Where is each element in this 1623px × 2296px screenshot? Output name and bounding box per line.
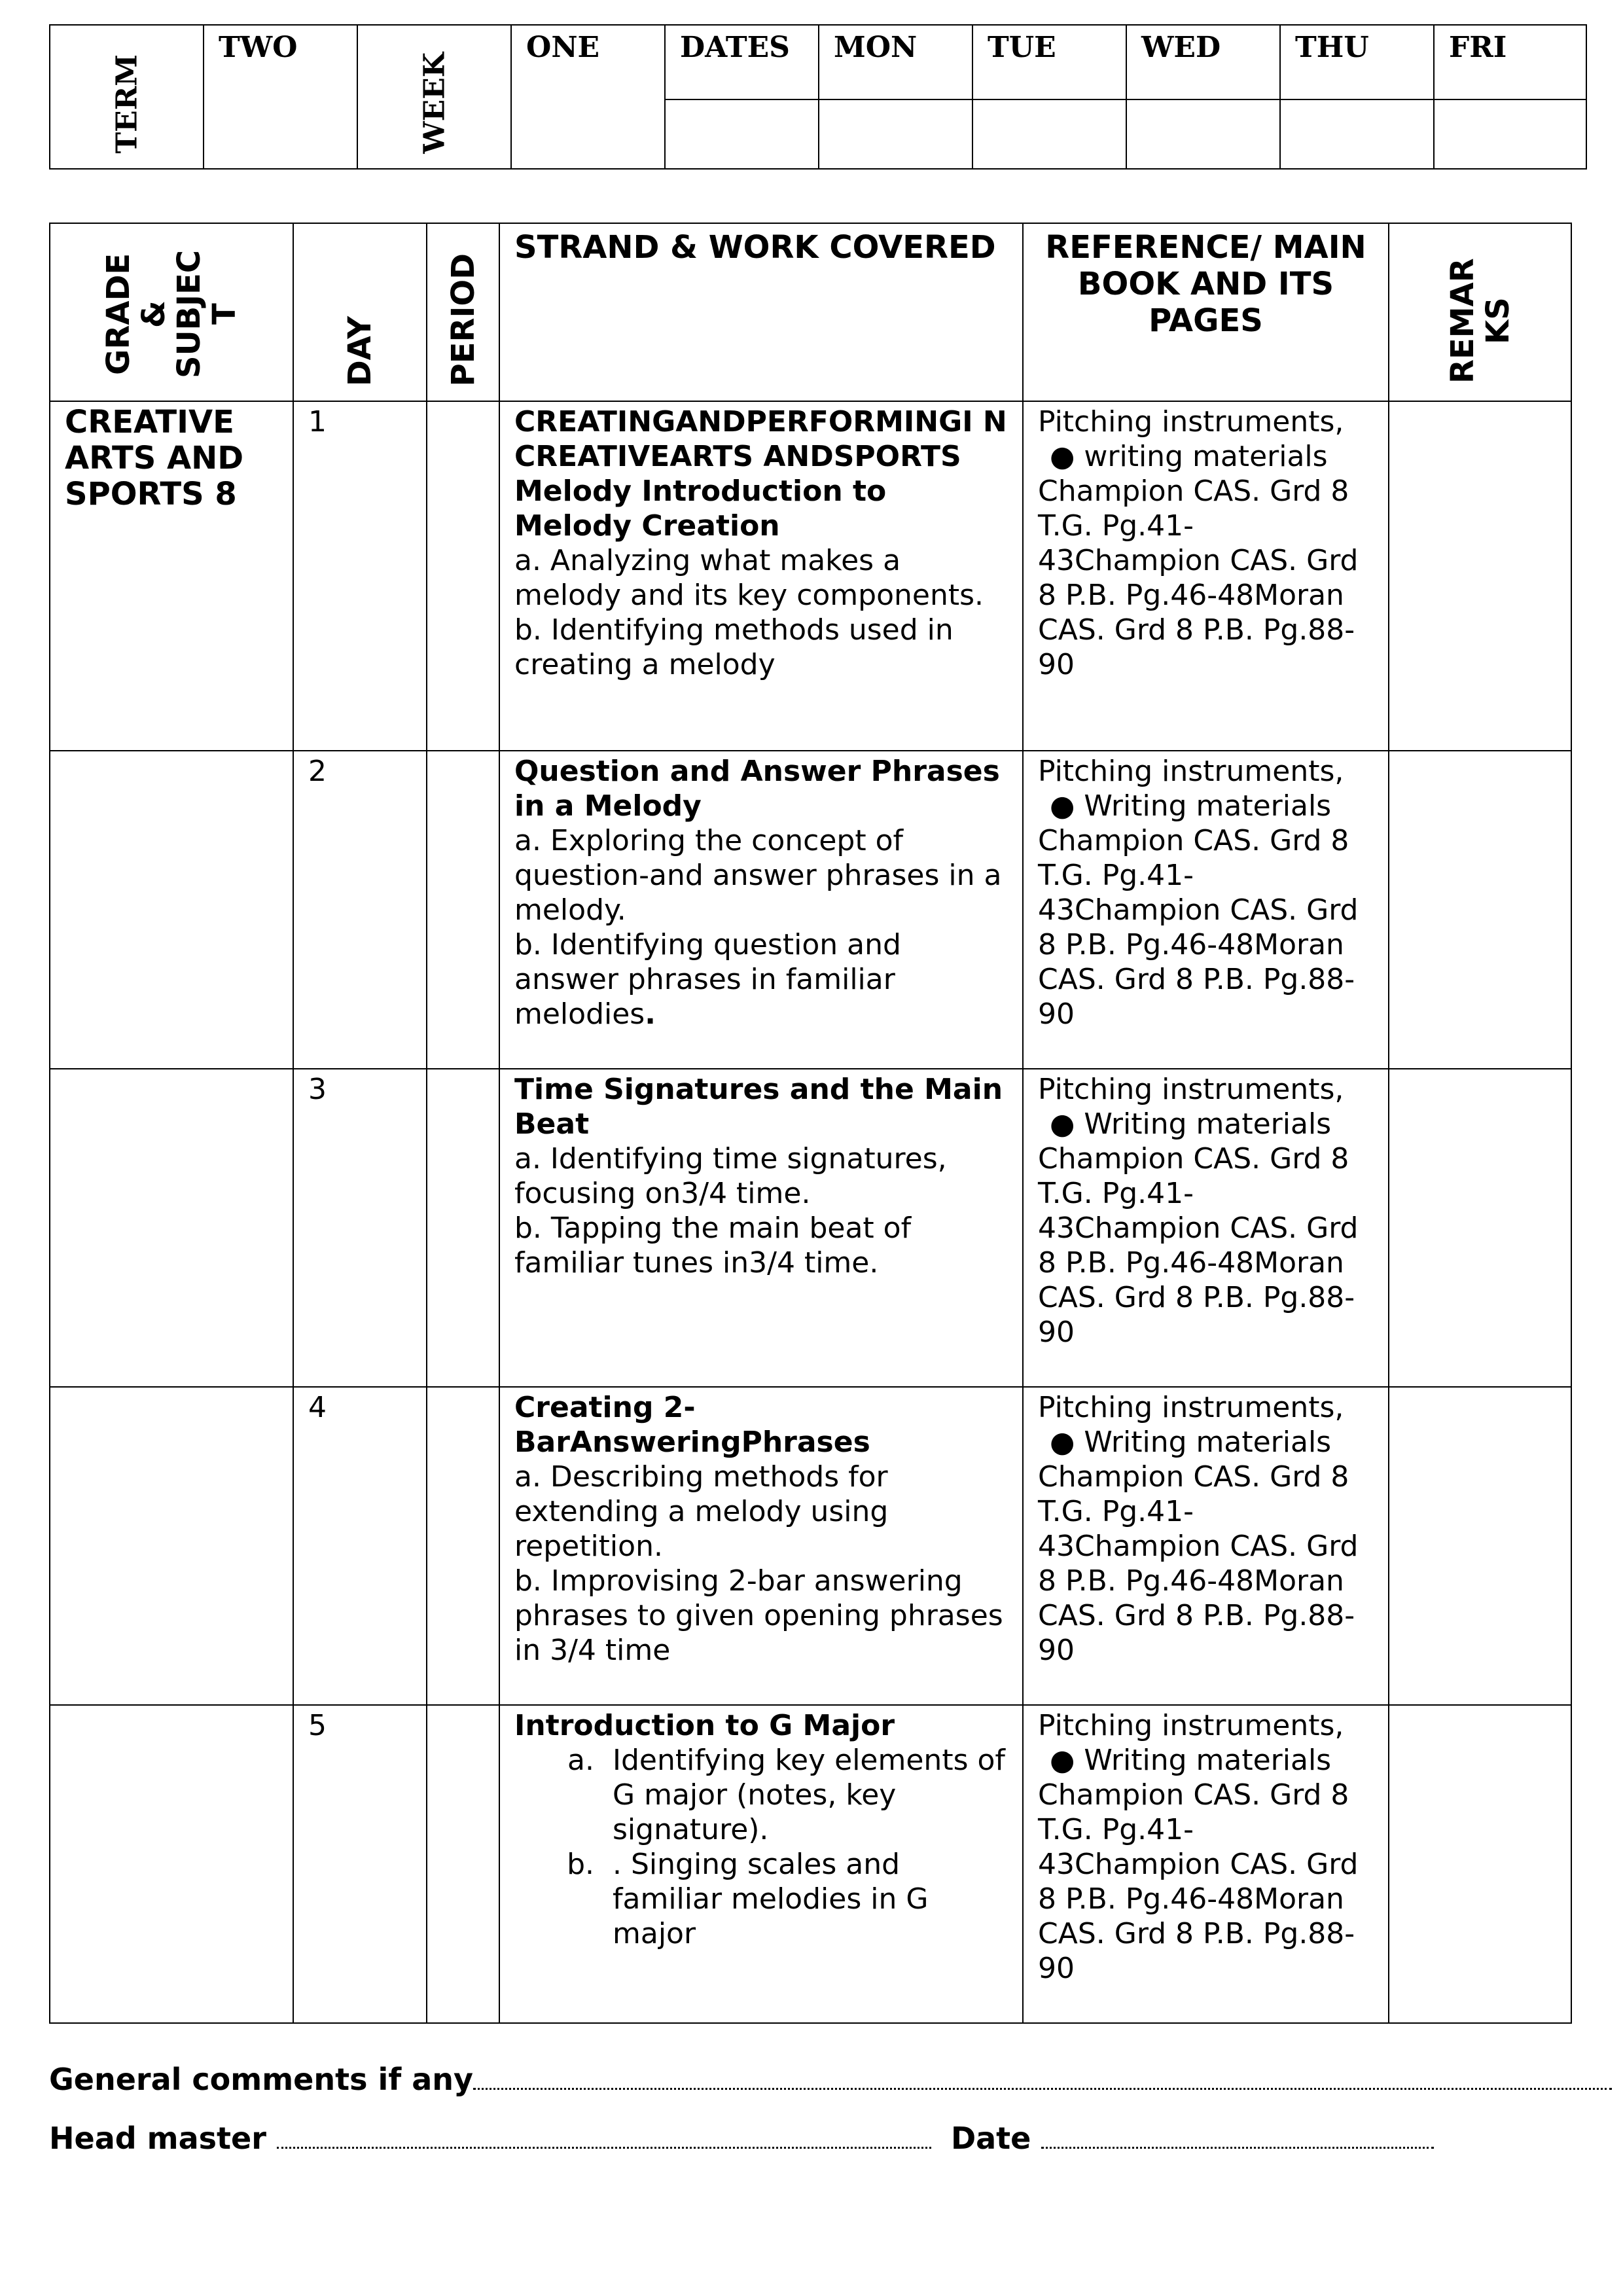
strand-cell (499, 1069, 1023, 1387)
objective-b: b. Identifying question and answer phrases in familiar melodies (514, 928, 901, 1031)
bullet-icon: ● (1050, 1107, 1075, 1141)
table-row (50, 401, 1571, 751)
list-item (514, 1743, 1009, 1847)
dates-label: DATES (665, 25, 819, 99)
objective-a: a. Exploring the concept of question-and answer phrases in a melody. (514, 824, 1002, 927)
remarks-header (1389, 223, 1571, 401)
remarks-cell[interactable] (1389, 1705, 1571, 2023)
thu-date-cell[interactable] (1280, 99, 1434, 169)
reference-materials: Pitching instruments, (1038, 1073, 1344, 1106)
week-value: ONE (511, 25, 665, 169)
strand-cell (499, 1387, 1023, 1705)
table-row (50, 751, 1571, 1069)
mon-date-cell[interactable] (819, 99, 972, 169)
reference-cell (1023, 1069, 1389, 1387)
objectives-list (514, 1743, 1009, 1951)
reference-bullet-text: Writing materials (1084, 1744, 1332, 1777)
period-header (427, 223, 499, 401)
reference-books: Champion CAS. Grd 8 T.G. Pg.41-43Champion CAS. Grd 8 P.B. Pg.46-48Moran CAS. Grd 8 P.B. Pg.88-90 (1038, 1460, 1359, 1667)
subject-name: CREATIVE ARTS AND SPORTS 8 (65, 404, 244, 512)
day-cell: 5 (293, 1705, 427, 2023)
reference-bullet-text: Writing materials (1084, 789, 1332, 823)
general-comments-line (49, 2062, 1612, 2097)
reference-materials: Pitching instruments, (1038, 1709, 1344, 1742)
lesson-title: Creating 2-BarAnsweringPhrases (514, 1391, 870, 1459)
grade-subject-header (50, 223, 293, 401)
fri-date-cell[interactable] (1434, 99, 1586, 169)
objective-a: a. Describing methods for extending a melody using repetition. (514, 1460, 889, 1563)
lesson-plan-table (49, 223, 1572, 2024)
day-cell: 3 (293, 1069, 427, 1387)
period-header-label: PERIOD (444, 253, 482, 386)
reference-bullet-item (1038, 1107, 1375, 1141)
remarks-cell[interactable] (1389, 751, 1571, 1069)
reference-materials: Pitching instruments, (1038, 755, 1344, 788)
strand-header: STRAND & WORK COVERED (499, 223, 1023, 401)
reference-bullet-text: Writing materials (1084, 1426, 1332, 1459)
period-cell[interactable] (427, 1705, 499, 2023)
term-label-cell (50, 25, 204, 169)
table-row (50, 1069, 1571, 1387)
general-comments-label: General comments if any (49, 2062, 474, 2097)
table-row (50, 1705, 1571, 2023)
reference-materials: Pitching instruments, (1038, 405, 1344, 439)
day-cell: 1 (293, 401, 427, 751)
day-wed-label: WED (1126, 25, 1280, 99)
term-label: TERM (110, 54, 143, 154)
objective-a: Identifying key elements of G major (notes, key signature). (613, 1744, 1005, 1846)
objective-b: b. Tapping the main beat of familiar tunes in3/4 time. (514, 1211, 912, 1280)
period-cell[interactable] (427, 751, 499, 1069)
objective-b: b. Improvising 2-bar answering phrases to given opening phrases in 3/4 time (514, 1564, 1003, 1667)
general-comments-field[interactable] (473, 2066, 1612, 2090)
objective-a: a. Identifying time signatures, focusing on3/4 time. (514, 1142, 947, 1210)
strand-cell (499, 1705, 1023, 2023)
reference-bullet-item (1038, 1425, 1375, 1460)
list-item (514, 1847, 1009, 1951)
date-field[interactable] (1041, 2125, 1434, 2149)
tue-date-cell[interactable] (972, 99, 1126, 169)
strand-cell (499, 401, 1023, 751)
signature-line (49, 2121, 1434, 2156)
headmaster-label: Head master (49, 2121, 266, 2156)
day-mon-label: MON (819, 25, 972, 99)
lesson-title: Melody Introduction to Melody Creation (514, 475, 887, 543)
day-tue-label: TUE (972, 25, 1126, 99)
reference-books: Champion CAS. Grd 8 T.G. Pg.41-43Champion CAS. Grd 8 P.B. Pg.46-48Moran CAS. Grd 8 P.B. Pg.88-90 (1038, 824, 1359, 1031)
list-item-label: a. (567, 1744, 594, 1777)
reference-bullet-item (1038, 439, 1375, 474)
lesson-title: Question and Answer Phrases in a Melody (514, 755, 1000, 823)
period-cell[interactable] (427, 1069, 499, 1387)
table-row (50, 1387, 1571, 1705)
remarks-cell[interactable] (1389, 1387, 1571, 1705)
strand-cell (499, 751, 1023, 1069)
term-week-header (49, 24, 1587, 170)
reference-bullet-item (1038, 1743, 1375, 1778)
subject-cell (50, 401, 293, 751)
week-label: WEEK (418, 52, 451, 154)
day-header-label: DAY (342, 315, 378, 386)
reference-cell (1023, 751, 1389, 1069)
table-header-row (50, 223, 1571, 401)
objective-b: . Singing scales and familiar melodies in G major (613, 1848, 929, 1950)
reference-books: Champion CAS. Grd 8 T.G. Pg.41-43Champion CAS. Grd 8 P.B. Pg.46-48Moran CAS. Grd 8 P.B. Pg.88-90 (1038, 475, 1359, 681)
day-fri-label: FRI (1434, 25, 1586, 99)
day-header (293, 223, 427, 401)
remarks-header-label: REMAR KS (1444, 258, 1516, 384)
subject-cell (50, 1387, 293, 1705)
bullet-icon: ● (1050, 1744, 1075, 1777)
subject-cell (50, 1705, 293, 2023)
wed-date-cell[interactable] (1126, 99, 1280, 169)
reference-books: Champion CAS. Grd 8 T.G. Pg.41-43Champion CAS. Grd 8 P.B. Pg.46-48Moran CAS. Grd 8 P.B. Pg.88-90 (1038, 1142, 1359, 1349)
objective-a: a. Analyzing what makes a melody and its key components. (514, 544, 984, 612)
reference-books: Champion CAS. Grd 8 T.G. Pg.41-43Champion CAS. Grd 8 P.B. Pg.46-48Moran CAS. Grd 8 P.B. Pg.88-90 (1038, 1778, 1359, 1985)
week-label-cell (357, 25, 511, 169)
objective-b-line (514, 927, 1009, 1031)
bullet-icon: ● (1050, 1426, 1075, 1459)
reference-materials: Pitching instruments, (1038, 1391, 1344, 1424)
day-thu-label: THU (1280, 25, 1434, 99)
lesson-title: Time Signatures and the Main Beat (514, 1073, 1003, 1141)
list-item-label: b. (567, 1848, 594, 1881)
bullet-icon: ● (1050, 440, 1075, 473)
grade-subject-header-label: GRADE & SUBJEC T (100, 250, 243, 379)
day-cell: 2 (293, 751, 427, 1069)
reference-cell (1023, 1387, 1389, 1705)
dates-value-cell[interactable] (665, 99, 819, 169)
headmaster-signature-field[interactable] (277, 2125, 931, 2149)
period-cell[interactable] (427, 1387, 499, 1705)
period-cell[interactable] (427, 401, 499, 751)
subject-cell (50, 1069, 293, 1387)
reference-bullet-item (1038, 789, 1375, 823)
remarks-cell[interactable] (1389, 401, 1571, 751)
remarks-cell[interactable] (1389, 1069, 1571, 1387)
reference-cell (1023, 401, 1389, 751)
strand-title: CREATINGANDPERFORMINGI N CREATIVEARTS ANDSPORTS (514, 405, 1007, 473)
objective-b: b. Identifying methods used in creating a melody (514, 613, 954, 681)
lesson-title: Introduction to G Major (514, 1709, 895, 1742)
reference-bullet-text: Writing materials (1084, 1107, 1332, 1141)
subject-cell (50, 751, 293, 1069)
objective-b-period: . (645, 997, 656, 1031)
reference-header: REFERENCE/ MAIN BOOK AND ITS PAGES (1023, 223, 1389, 401)
reference-cell (1023, 1705, 1389, 2023)
term-value: TWO (204, 25, 357, 169)
date-label: Date (950, 2121, 1031, 2156)
reference-bullet-text: writing materials (1084, 440, 1328, 473)
day-cell: 4 (293, 1387, 427, 1705)
bullet-icon: ● (1050, 789, 1075, 823)
